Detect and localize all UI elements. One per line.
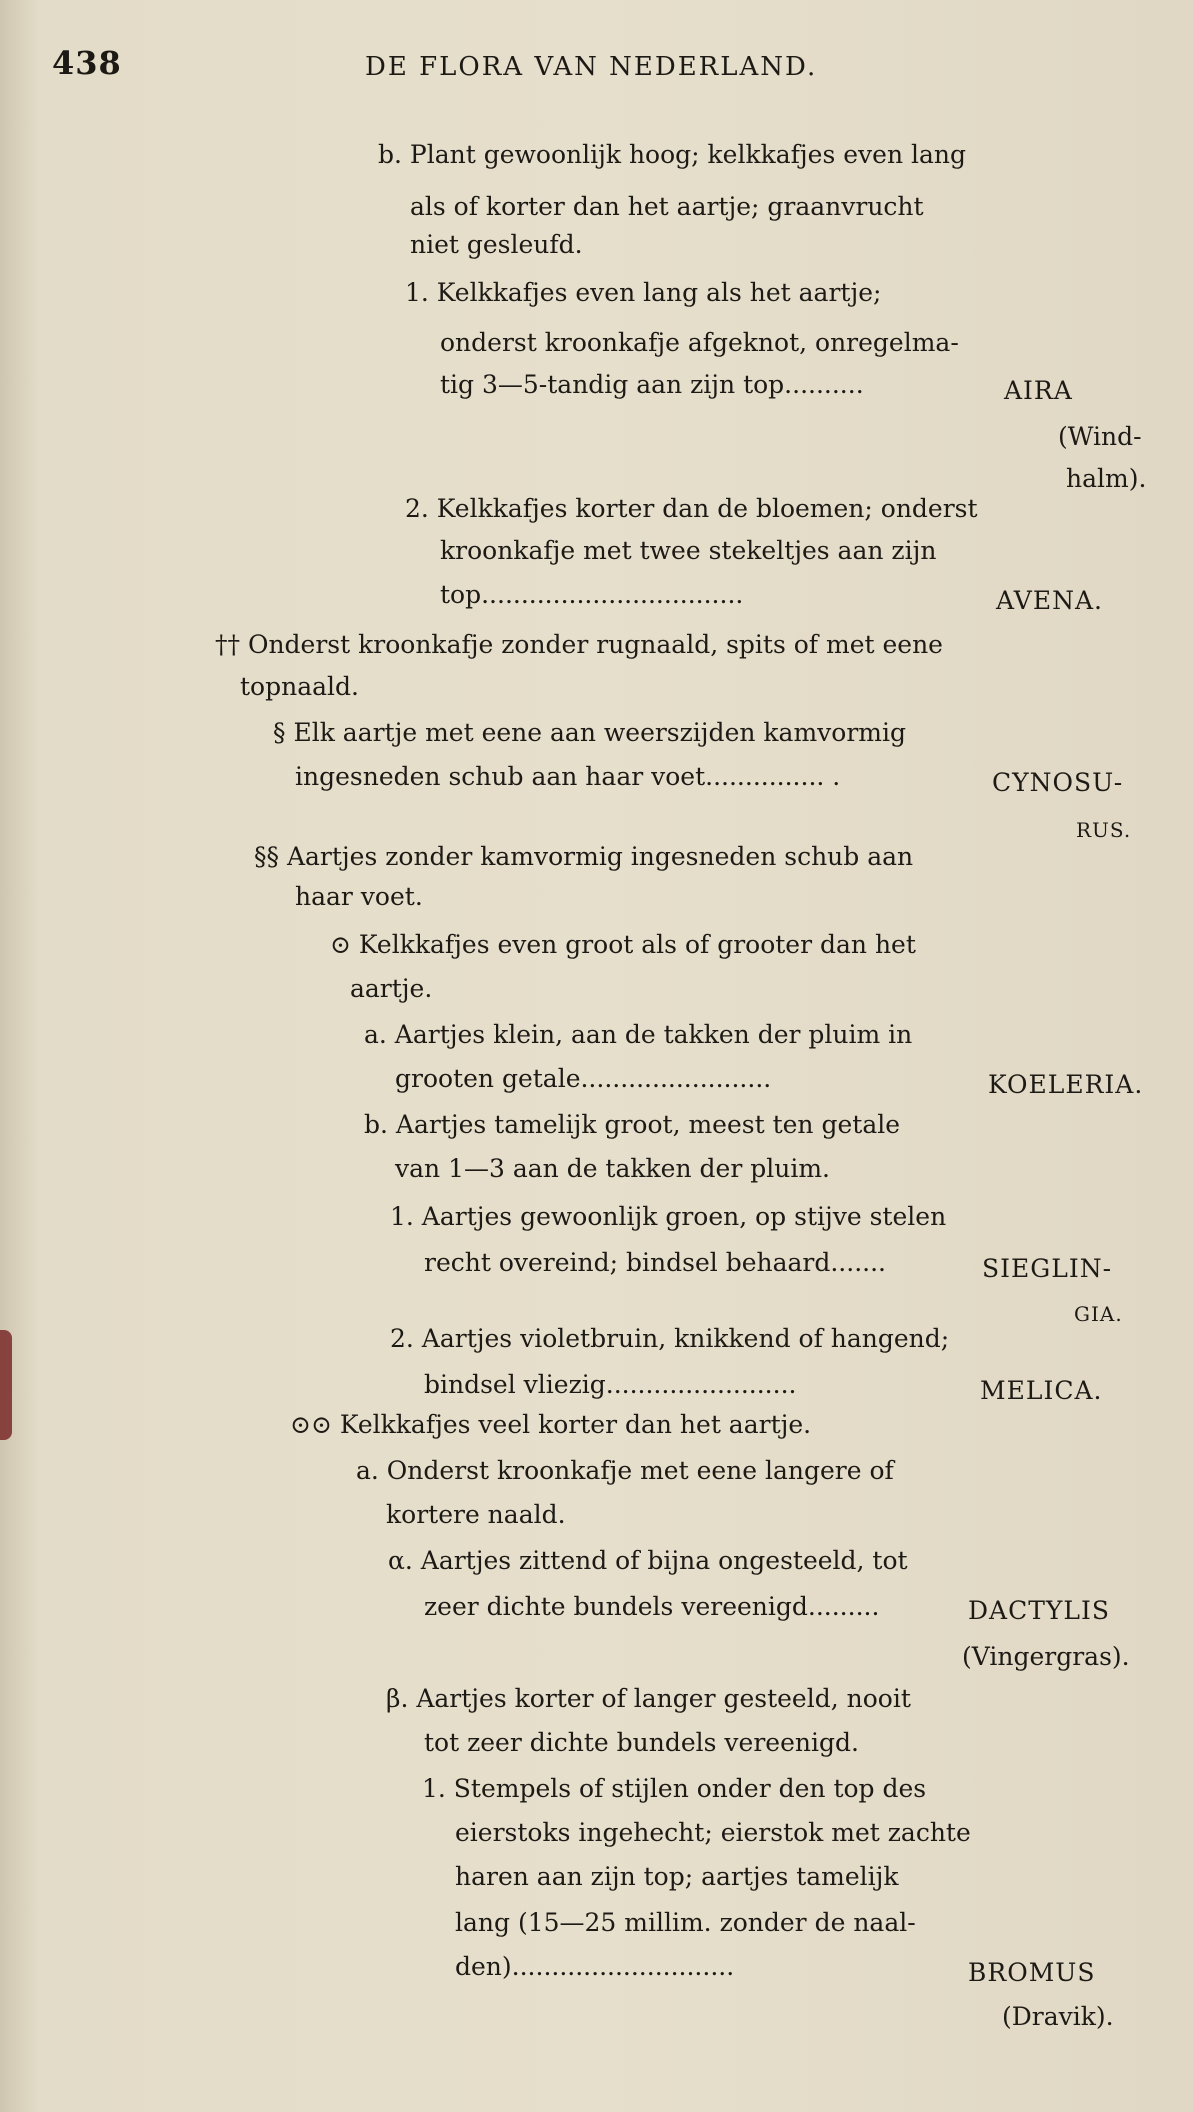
genus-name: AIRA: [1004, 376, 1073, 405]
text-line: 1. Aartjes gewoonlijk groen, op stijve stelen: [390, 1202, 947, 1231]
common-name: (Wind-: [1058, 422, 1142, 451]
running-title: DE FLORA VAN NEDERLAND.: [365, 52, 818, 82]
text-line: lang (15—25 millim. zonder de naal-: [455, 1908, 916, 1937]
text-line: eierstoks ingehecht; eierstok met zachte: [455, 1818, 971, 1847]
text-line: aartje.: [350, 974, 433, 1003]
genus-name: AVENA.: [996, 586, 1103, 615]
text-line: onderst kroonkafje afgeknot, onregelma-: [440, 328, 959, 357]
text-line: 1. Stempels of stijlen onder den top des: [422, 1774, 927, 1803]
text-line: top.................................: [440, 580, 744, 609]
text-line: kroonkafje met twee stekeltjes aan zijn: [440, 536, 937, 565]
genus-name: RUS.: [1076, 818, 1132, 842]
text-line: van 1—3 aan de takken der pluim.: [395, 1154, 830, 1183]
text-line: kortere naald.: [386, 1500, 566, 1529]
genus-name: BROMUS: [968, 1958, 1096, 1987]
page-number: 438: [52, 44, 122, 82]
text-line: 2. Kelkkafjes korter dan de bloemen; onderst: [405, 494, 978, 523]
text-line: a. Onderst kroonkafje met eene langere of: [356, 1456, 894, 1485]
genus-name: MELICA.: [980, 1376, 1103, 1405]
page-edge-shadow: [0, 1330, 12, 1440]
text-line: b. Plant gewoonlijk hoog; kelkkafjes even lang: [378, 140, 967, 169]
text-line: als of korter dan het aartje; graanvrucht: [410, 192, 924, 221]
common-name: (Dravik).: [1002, 2002, 1114, 2031]
text-line: haren aan zijn top; aartjes tamelijk: [455, 1862, 899, 1891]
genus-name: CYNOSU-: [992, 768, 1124, 797]
common-name: (Vingergras).: [962, 1642, 1130, 1671]
text-line: b. Aartjes tamelijk groot, meest ten getale: [364, 1110, 901, 1139]
text-line: tot zeer dichte bundels vereenigd.: [424, 1728, 859, 1757]
text-line: β. Aartjes korter of langer gesteeld, nooit: [386, 1684, 911, 1713]
text-line: grooten getale........................: [395, 1064, 772, 1093]
text-line: 1. Kelkkafjes even lang als het aartje;: [405, 278, 882, 307]
text-line: recht overeind; bindsel behaard.......: [424, 1248, 886, 1277]
text-line: a. Aartjes klein, aan de takken der pluim in: [364, 1020, 913, 1049]
text-line: den)............................: [455, 1952, 735, 1981]
text-line: ingesneden schub aan haar voet............... .: [295, 762, 841, 791]
text-line: zeer dichte bundels vereenigd.........: [424, 1592, 880, 1621]
text-line: ⊙⊙ Kelkkafjes veel korter dan het aartje.: [290, 1410, 812, 1439]
text-line: § Elk aartje met eene aan weerszijden kamvormig: [273, 718, 906, 747]
text-line: topnaald.: [240, 672, 359, 701]
text-line: ⊙ Kelkkafjes even groot als of grooter dan het: [330, 930, 916, 959]
text-line: †† Onderst kroonkafje zonder rugnaald, spits of met eene: [215, 630, 943, 659]
text-line: niet gesleufd.: [410, 230, 583, 259]
text-line: haar voet.: [295, 882, 423, 911]
common-name: halm).: [1066, 464, 1147, 493]
text-line: bindsel vliezig........................: [424, 1370, 797, 1399]
text-line: §§ Aartjes zonder kamvormig ingesneden schub aan: [254, 842, 914, 871]
text-line: tig 3—5-tandig aan zijn top..........: [440, 370, 864, 399]
genus-name: DACTYLIS: [968, 1596, 1111, 1625]
text-line: α. Aartjes zittend of bijna ongesteeld, tot: [388, 1546, 908, 1575]
genus-name: SIEGLIN-: [982, 1254, 1113, 1283]
genus-name: KOELERIA.: [988, 1070, 1144, 1099]
text-line: 2. Aartjes violetbruin, knikkend of hangend;: [390, 1324, 950, 1353]
genus-name: GIA.: [1074, 1302, 1123, 1326]
